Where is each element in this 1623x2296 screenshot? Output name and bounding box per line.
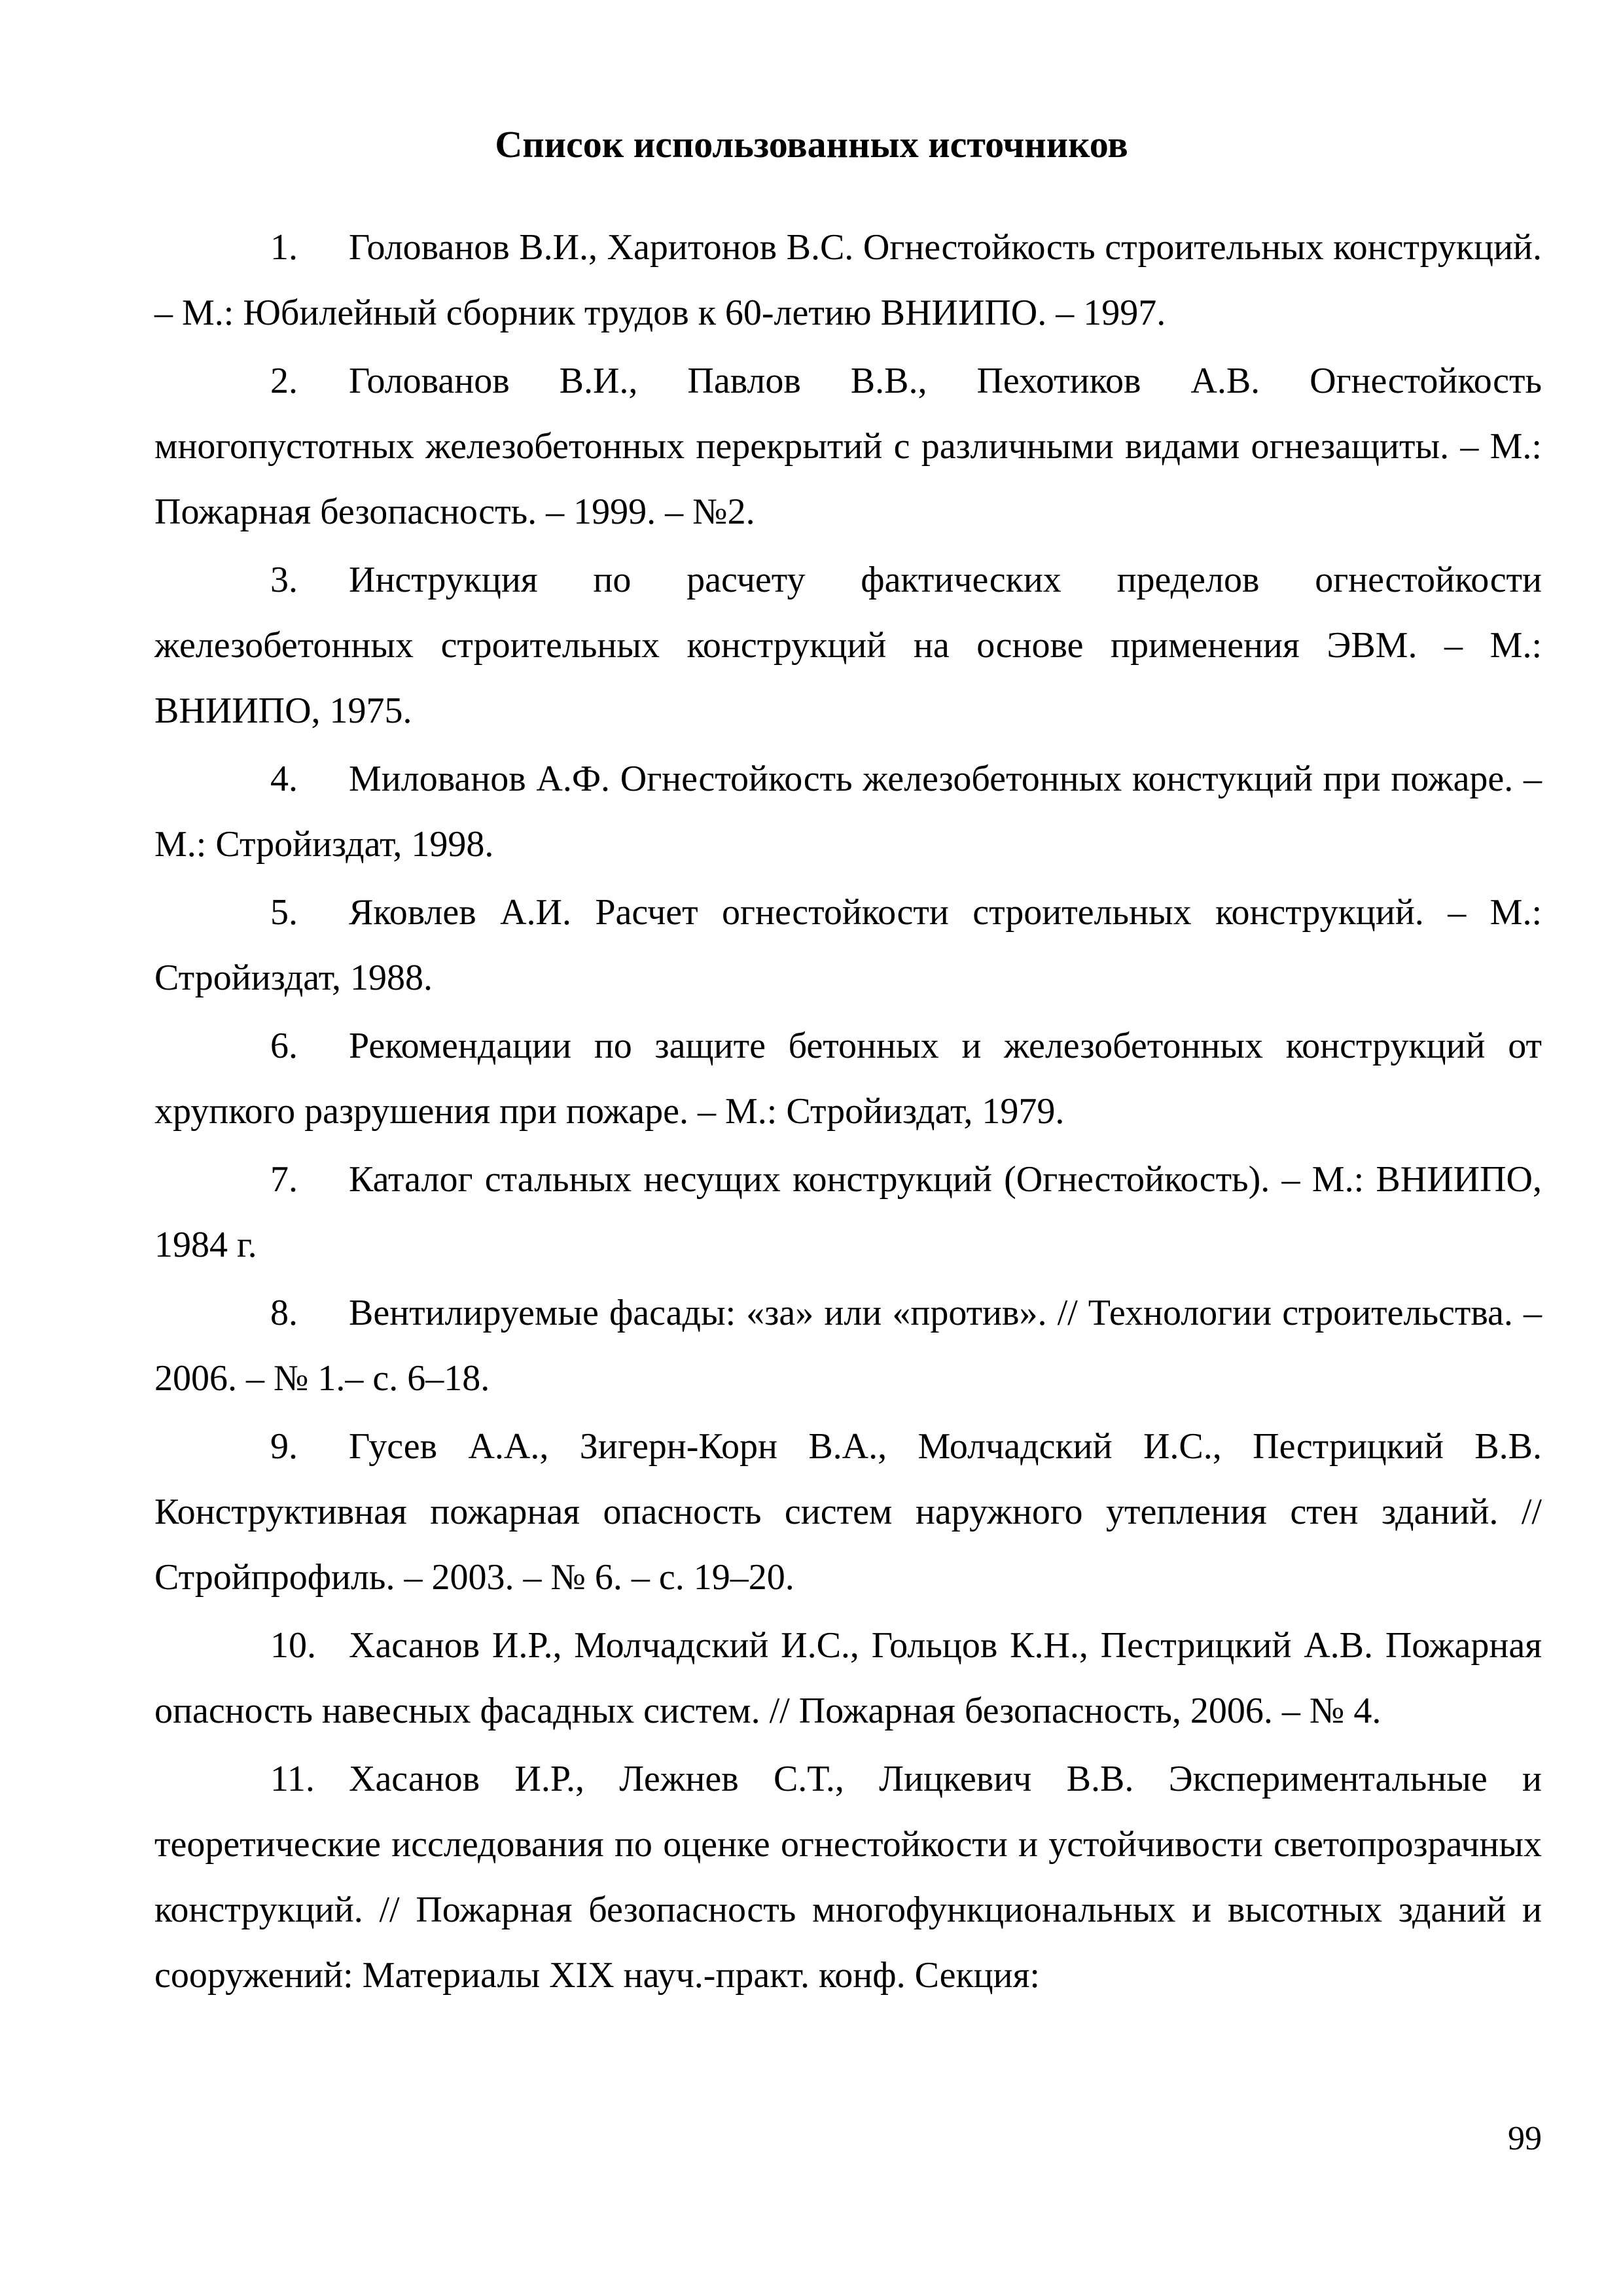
reference-text: Хасанов И.Р., Лежнев С.Т., Лицкевич В.В. Экспериментальные и теоретические исследования по оценке огнестойкости и устойчивости светопрозрачных конструкций. // Пожарная безопасность многофункциональных и высотных зданий и сооружений: Материалы XIX науч.-практ. конф. Секция: <box>154 1759 1542 1996</box>
reference-item-5 <box>154 880 1542 1011</box>
reference-number: 4. <box>270 759 298 799</box>
reference-text: Голованов В.И., Харитонов В.С. Огнестойкость строительных конструкций. – М.: Юбилейный сборник трудов к 60-летию ВНИИПО. – 1997. <box>154 227 1542 333</box>
reference-item-4 <box>154 746 1542 877</box>
reference-text: Каталог стальных несущих конструкций (Огнестойкость). – М.: ВНИИПО, 1984 г. <box>154 1159 1542 1265</box>
reference-number: 3. <box>270 560 298 600</box>
reference-number: 8. <box>270 1293 298 1333</box>
reference-number: 10. <box>270 1625 316 1666</box>
reference-text: Гусев А.А., Зигерн-Корн В.А., Молчадский И.С., Пестрицкий В.В. Конструктивная пожарная опасность систем наружного утепления стен зданий. // Стройпрофиль. – 2003. – № 6. – с. 19–20. <box>154 1426 1542 1598</box>
reference-text: Рекомендации по защите бетонных и железобетонных конструкций от хрупкого разрушения при пожаре. – М.: Стройиздат, 1979. <box>154 1026 1542 1132</box>
reference-item-6 <box>154 1013 1542 1144</box>
reference-item-8 <box>154 1280 1542 1411</box>
reference-item-1 <box>154 215 1542 346</box>
reference-text: Хасанов И.Р., Молчадский И.С., Гольцов К.Н., Пестрицкий А.В. Пожарная опасность навесных фасадных систем. // Пожарная безопасность, 2006. – № 4. <box>154 1625 1542 1731</box>
reference-text: Голованов В.И., Павлов В.В., Пехотиков А.В. Огнестойкость многопустотных железобетонных перекрытий с различными видами огнезащиты. – М.: Пожарная безопасность. – 1999. – №2. <box>154 361 1542 532</box>
reference-text: Вентилируемые фасады: «за» или «против». // Технологии строительства. – 2006. – № 1.– с. 6–18. <box>154 1293 1542 1399</box>
reference-number: 1. <box>270 227 298 268</box>
reference-text: Инструкция по расчету фактических пределов огнестойкости железобетонных строительных конструкций на основе применения ЭВМ. – М.: ВНИИПО, 1975. <box>154 560 1542 731</box>
reference-number: 7. <box>270 1159 298 1200</box>
page-title: Список использованных источников <box>495 123 1128 166</box>
reference-item-2 <box>154 348 1542 545</box>
reference-number: 5. <box>270 892 298 933</box>
reference-list <box>154 215 1542 2011</box>
reference-number: 11. <box>270 1759 315 1799</box>
reference-text: Яковлев А.И. Расчет огнестойкости строительных конструкций. – М.: Стройиздат, 1988. <box>154 892 1542 998</box>
reference-item-9 <box>154 1414 1542 1610</box>
reference-text: Милованов А.Ф. Огнестойкость железобетонных констукций при пожаре. – М.: Стройиздат, 1998. <box>154 759 1542 865</box>
page-number: 99 <box>1508 2120 1542 2157</box>
reference-number: 2. <box>270 361 298 401</box>
reference-item-10 <box>154 1613 1542 1744</box>
reference-item-7 <box>154 1147 1542 1278</box>
reference-item-3 <box>154 547 1542 744</box>
reference-number: 6. <box>270 1026 298 1066</box>
reference-number: 9. <box>270 1426 298 1467</box>
reference-item-11 <box>154 1746 1542 2008</box>
